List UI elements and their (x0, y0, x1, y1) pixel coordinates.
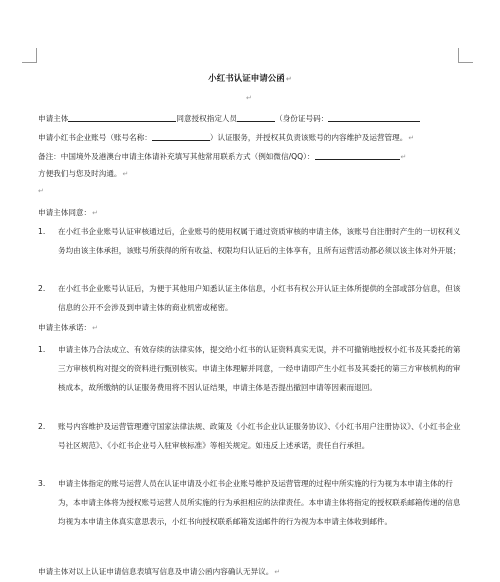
item-number: 1. (38, 345, 46, 354)
contact-field[interactable] (315, 150, 400, 160)
promise-heading-text: 申请主体承诺： (38, 323, 92, 332)
applicant-label: 申请主体 (38, 114, 69, 123)
paragraph-mark-icon: ↵ (246, 94, 252, 102)
final-line (38, 566, 280, 578)
applicant-name-field[interactable] (68, 112, 176, 122)
crop-mark-top-left (22, 48, 37, 63)
note-continuation (38, 168, 128, 180)
paragraph-mark-icon: ↵ (122, 170, 129, 178)
crop-mark-top-right (458, 48, 473, 63)
paragraph-mark-icon: ↵ (285, 75, 292, 83)
account-name-field[interactable] (152, 131, 210, 141)
paragraph-mark-icon: ↵ (92, 324, 99, 332)
promise-item (38, 340, 463, 397)
agree-heading (38, 207, 98, 219)
paragraph-mark-icon: ↵ (400, 153, 407, 161)
item-number: 2. (38, 422, 46, 431)
item-text: 申请主体指定的账号运营人员在认证申请及小红书企业账号维护及运营管理的过程中所实施的行为视为本申请主体的行为，本申请主体将为授权账号运营人员所实施的行为承担相应的法律责任。本申请主体将指定的授权联系邮箱传递的信息均视为本申请主体真实意思表示，小红书向授权联系邮箱发送邮件的行为视为本申请主体收到邮件。 (58, 479, 461, 526)
item-text: 申请主体乃合法成立、有效存续的法律实体，提交给小红书的认证资料真实无误，并不可撤销地授权小红书及其委托的第三方审核机构对提交的资料进行甄别核实。申请主体理解并同意，一经申请即产生小红书及其委托的第三方审核机构的审核成本，故所缴纳的认证服务费用将不因认证结果，申请主体是否提出撤回申请等因素而退回。 (58, 345, 461, 392)
account-name-label: 申请小红书企业账号（账号名称： (38, 133, 152, 142)
account-authorize-text: ）认证服务，并授权其负责该账号的内容维护及运营管理。 (209, 133, 408, 142)
note-continuation-text: 方便我们与您及时沟通。 (38, 169, 122, 178)
paragraph-mark-icon: ↵ (274, 568, 281, 576)
id-number-field[interactable] (328, 112, 420, 122)
header-line-account (38, 131, 414, 144)
agree-heading-text: 申请主体同意： (38, 208, 92, 217)
final-line-text: 申请主体对以上认证申请信息表填写信息及申请公函内容确认无异议。 (38, 567, 274, 576)
item-number: 1. (38, 227, 46, 236)
promise-item (38, 474, 463, 531)
item-number: 3. (38, 479, 46, 488)
note-line (38, 150, 406, 163)
note-text: 备注：中国境外及港澳台申请主体请补充填写其他常用联系方式（例如微信/QQ）： (38, 152, 315, 161)
item-text: 账号内容维护及运营管理遵守国家法律法规、政策及《小红书企业认证服务协议》、《小红书用户注册协议》、《小红书企业号社区规范》、《小红书企业号入驻审核标准》等相关规定。如违反上述承诺，责任自行承担。 (58, 422, 461, 450)
agree-item (38, 222, 463, 260)
promise-item (38, 417, 463, 455)
paragraph-mark-icon: ↵ (38, 187, 44, 195)
promise-heading (38, 322, 98, 334)
authorize-text: 同意授权指定人员 (176, 114, 238, 123)
item-text: 在小红书企业账号认证审核通过后，企业账号的使用权属于通过资质审核的申请主体，该账号自注册时产生的一切权利义务均由该主体承担，该账号所获得的所有收益、权限均归认证后的主体享有，且所有运营活动都必须以该主体对外开展； (58, 227, 461, 255)
item-number: 2. (38, 284, 46, 293)
paragraph-mark-icon: ↵ (92, 209, 99, 217)
person-name-field[interactable] (237, 112, 275, 122)
header-line-applicant (38, 112, 420, 124)
document-title (0, 72, 500, 84)
title-text: 小红书认证申请公函 (208, 74, 285, 84)
agree-item (38, 279, 463, 317)
id-number-label: （身份证号码： (275, 114, 329, 123)
item-text: 在小红书企业账号认证后，为便于其他用户知悉认证主体信息，小红书有权公开认证主体所提供的全部或部分信息，但该信息的公开不会涉及到申请主体的商业机密或秘密。 (58, 284, 461, 312)
paragraph-mark-icon: ↵ (408, 134, 415, 142)
